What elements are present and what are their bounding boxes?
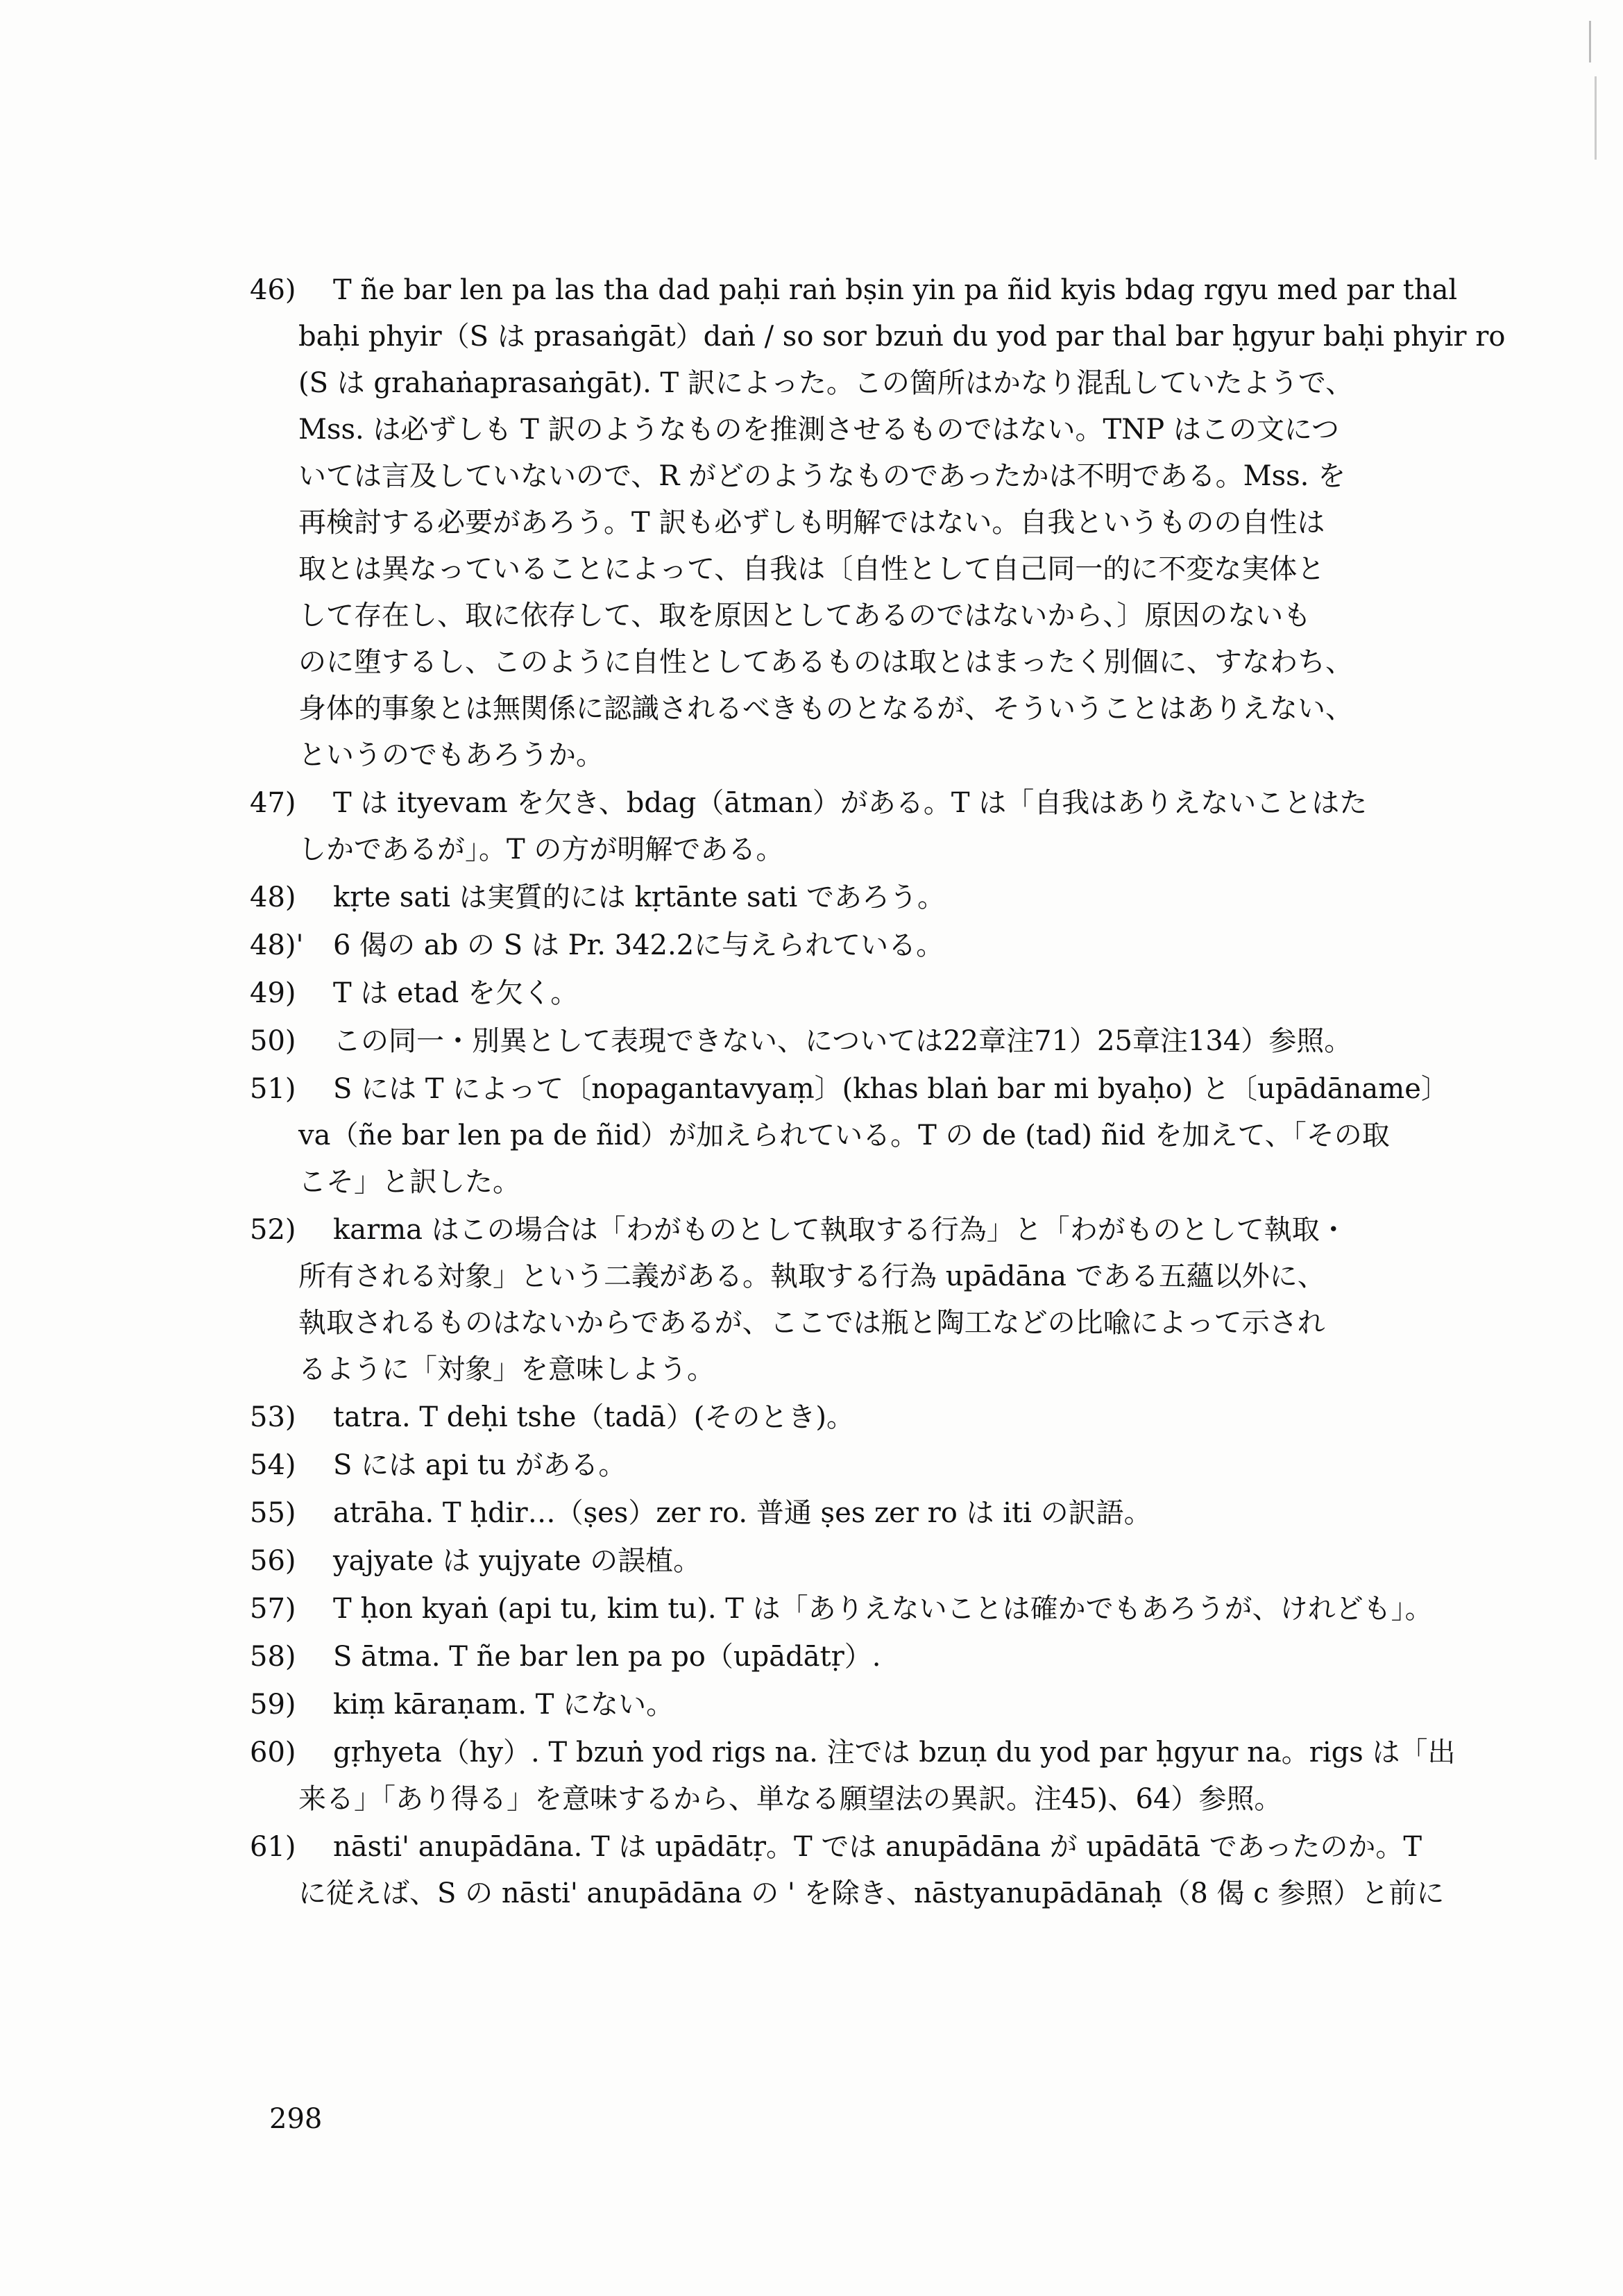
footnote-item bbox=[250, 1207, 1416, 1393]
footnote-text-line: るように「対象」を意味しよう。 bbox=[298, 1353, 715, 1385]
footnote-number: 58) bbox=[250, 1641, 296, 1673]
footnote-text-line: 来る」「あり得る」を意味するから、単なる願望法の異訳。注45)、64）参照。 bbox=[298, 1783, 1282, 1815]
footnote-number: 51) bbox=[250, 1073, 296, 1105]
footnote-number: 48) bbox=[250, 881, 296, 913]
footnote-item bbox=[250, 1490, 1416, 1537]
footnote-item bbox=[250, 875, 1416, 921]
footnote-text-line: T ñe bar len pa las tha dad paḥi raṅ bṣin yin pa ñid kyis bdag rgyu med par thal bbox=[333, 274, 1458, 306]
footnote-number: 60) bbox=[250, 1737, 296, 1769]
footnote-number: 61) bbox=[250, 1831, 296, 1863]
footnote-text-line: S には api tu がある。 bbox=[333, 1449, 627, 1481]
footnote-item bbox=[250, 1586, 1433, 1632]
footnote-item bbox=[250, 922, 1416, 969]
footnote-item bbox=[250, 1018, 1416, 1065]
footnote-text-line: (S は grahaṅaprasaṅgāt). T 訳によった。この箇所はかなり混乱していたようで、 bbox=[298, 367, 1354, 399]
footnote-number: 50) bbox=[250, 1025, 296, 1057]
footnote-number: 56) bbox=[250, 1545, 296, 1577]
footnote-number: 54) bbox=[250, 1449, 296, 1481]
footnote-item bbox=[250, 1682, 1416, 1728]
footnote-item bbox=[250, 1634, 1416, 1680]
footnote-text-line: のに堕するし、このように自性としてあるものは取とはまったく別個に、すなわち、 bbox=[298, 646, 1353, 678]
footnote-text-line: gṛhyeta（hy）. T bzuṅ yod rigs na. 注では bzuṇ du yod par ḥgyur na。rigs は「出 bbox=[333, 1737, 1456, 1769]
footnote-text-line: 6 偈の ab の S は Pr. 342.2に与えられている。 bbox=[333, 929, 944, 961]
footnote-text-line: S には T によって〔nopagantavyaṃ〕(khas blaṅ bar mi byaḥo) と〔upādāname〕 bbox=[333, 1073, 1449, 1105]
footnote-text-line: しかであるが」。T の方が明解である。 bbox=[298, 834, 784, 866]
footnote-text-line: T は etad を欠く。 bbox=[333, 977, 579, 1009]
footnote-item bbox=[250, 970, 1416, 1017]
footnote-text-line: atrāha. T ḥdir…（ṣes）zer ro. 普通 ṣes zer ro は iti の訳語。 bbox=[333, 1497, 1152, 1529]
footnote-text-line: というのでもあろうか。 bbox=[298, 739, 604, 771]
footnote-number: 57) bbox=[250, 1593, 296, 1625]
footnote-number: 53) bbox=[250, 1401, 296, 1433]
footnote-text-line: kiṃ kāraṇam. T にない。 bbox=[333, 1689, 674, 1721]
footnote-text-line: いては言及していないので、R がどのようなものであったかは不明である。Mss. を bbox=[298, 460, 1346, 492]
footnote-text-line: T は ityevam を欠き、bdag（ātman）がある。T は「自我はありえないことはた bbox=[333, 787, 1368, 819]
footnote-text-line: karma はこの場合は「わがものとして執取する行為」と「わがものとして執取・ bbox=[333, 1214, 1348, 1246]
footnote-item bbox=[250, 267, 1506, 779]
notes-list bbox=[250, 267, 1506, 1917]
footnote-text-line: この同一・別異として表現できない、については22章注71）25章注134）参照。 bbox=[333, 1025, 1352, 1057]
footnote-number: 47) bbox=[250, 787, 296, 819]
footnote-item bbox=[250, 780, 1416, 873]
footnote-text-line: 再検討する必要があろう。T 訳も必ずしも明解ではない。自我というものの自性は bbox=[298, 507, 1325, 539]
footnote-text-line: T ḥon kyaṅ (api tu, kim tu). T は「ありえないことは確かでもあろうが、けれども」。 bbox=[333, 1593, 1433, 1625]
footnote-number: 48)' bbox=[250, 929, 304, 961]
footnote-text-line: 執取されるものはないからであるが、ここでは瓶と陶工などの比喩によって示され bbox=[298, 1307, 1325, 1339]
footnote-item bbox=[250, 1538, 1416, 1585]
footnote-text-line: va（ñe bar len pa de ñid）が加えられている。T の de (tad) ñid を加えて、「その取 bbox=[298, 1120, 1390, 1151]
footnote-text-line: baḥi phyir（S は prasaṅgāt）daṅ / so sor bzuṅ du yod par thal bar ḥgyur baḥi phyir ro bbox=[298, 321, 1506, 353]
footnote-text-line: kṛte sati は実質的には kṛtānte sati であろう。 bbox=[333, 881, 945, 913]
footnote-text-line: に従えば、S の nāsti' anupādāna の ' を除き、nāstyanupādānaḥ（8 偈 c 参照）と前に bbox=[298, 1877, 1445, 1909]
footnote-text-line: tatra. T deḥi tshe（tadā）(そのとき)。 bbox=[333, 1401, 854, 1433]
footnote-text-line: こそ」と訳した。 bbox=[298, 1166, 520, 1198]
footnote-item bbox=[250, 1394, 1416, 1441]
footnote-text-line: Mss. は必ずしも T 訳のようなものを推測させるものではない。TNP はこの文につ bbox=[298, 414, 1340, 446]
scan-edge-mark bbox=[1589, 21, 1591, 62]
footnote-number: 52) bbox=[250, 1214, 296, 1246]
footnote-text-line: して存在し、取に依存して、取を原因としてあるのではないから、〕原因のないも bbox=[298, 600, 1311, 632]
footnote-text-line: 所有される対象」という二義がある。執取する行為 upādāna である五蘊以外に、 bbox=[298, 1260, 1325, 1292]
footnote-number: 59) bbox=[250, 1689, 296, 1721]
footnote-number: 49) bbox=[250, 977, 296, 1009]
footnote-number: 46) bbox=[250, 274, 296, 306]
footnote-text-line: yajyate は yujyate の誤植。 bbox=[333, 1545, 702, 1577]
footnote-item bbox=[250, 1442, 1416, 1489]
scan-edge-mark bbox=[1595, 76, 1597, 160]
page-number: 298 bbox=[269, 2103, 323, 2135]
footnote-item bbox=[250, 1730, 1456, 1823]
footnote-text-line: S ātma. T ñe bar len pa po（upādātṛ）. bbox=[333, 1641, 881, 1673]
footnote-text-line: nāsti' anupādāna. T は upādātṛ。T では anupādāna が upādātā であったのか。T bbox=[333, 1831, 1422, 1863]
footnote-item bbox=[250, 1824, 1445, 1917]
footnote-item bbox=[250, 1066, 1449, 1206]
footnote-number: 55) bbox=[250, 1497, 296, 1529]
footnote-text-line: 身体的事象とは無関係に認識されるべきものとなるが、そういうことはありえない、 bbox=[298, 693, 1353, 725]
footnote-text-line: 取とは異なっていることによって、自我は〔自性として自己同一的に不変な実体と bbox=[298, 553, 1325, 585]
